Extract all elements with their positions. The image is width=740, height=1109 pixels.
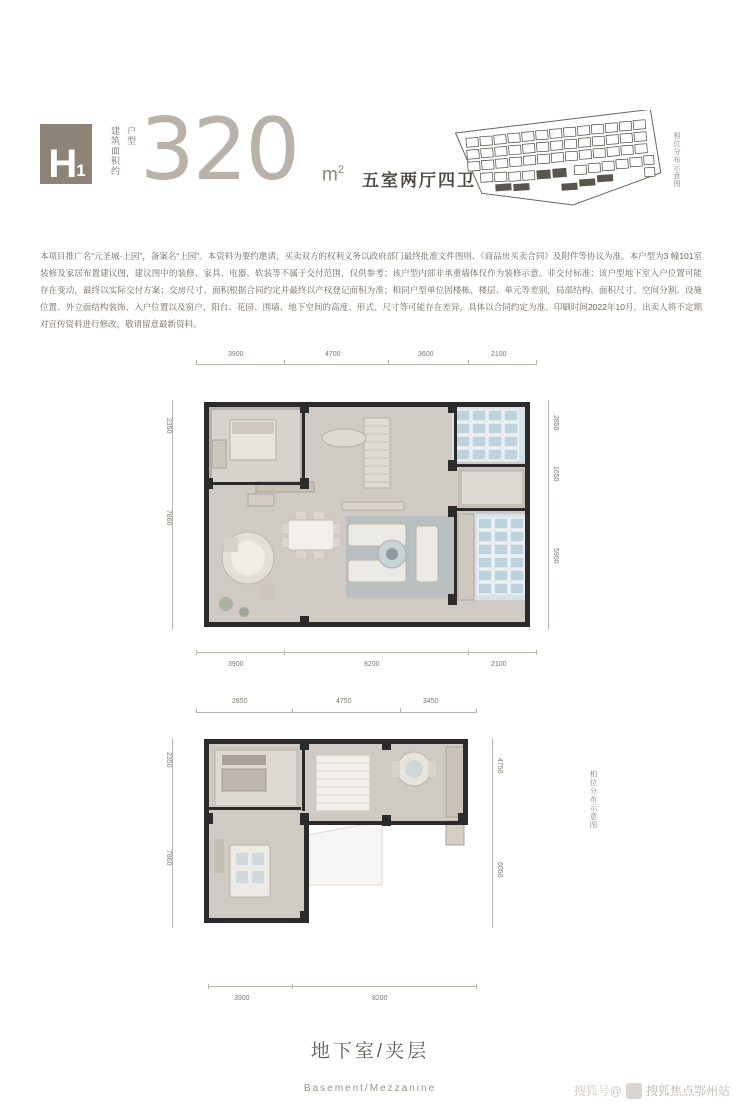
plan2-dim-bottom-0: 3900	[234, 995, 250, 1002]
plan2-dim-bottom-1: 8200	[372, 995, 388, 1002]
area-label: 建筑面积约	[110, 126, 120, 176]
unit-badge-letter: H	[48, 142, 77, 186]
site-plan-note: 相位分布示意图	[673, 132, 680, 188]
plan2-dim-top-2: 3450	[423, 698, 439, 705]
unit-badge-box	[40, 124, 92, 184]
area-unit	[322, 164, 344, 186]
area-number: 320	[140, 100, 299, 200]
plan2-dim-top-1: 4750	[336, 698, 352, 705]
site-plan-diagram	[450, 110, 665, 220]
plan1-dim-bottom-0: 3900	[228, 661, 244, 668]
plan1-dim-right-1: 1650	[552, 466, 559, 482]
plan1-dim-left-0: 2350	[165, 418, 172, 434]
plan1-dim-top-1: 4700	[325, 351, 341, 358]
watermark-text-2: 搜狐焦点鄂州站	[645, 1084, 730, 1098]
unit-badge-number: 1	[76, 161, 86, 180]
floorplan-basement	[196, 398, 536, 630]
unit-type-label: 户型	[126, 126, 136, 146]
plan1-dim-bottom-2: 2100	[491, 661, 507, 668]
floorplan-mezzanine	[196, 735, 476, 927]
plan1-dim-right-0: 2850	[552, 415, 559, 431]
plan1-dim-top-2: 3600	[418, 351, 434, 358]
footer-subtitle: Basement/Mezzanine	[303, 1083, 437, 1094]
footer-title: 地下室/夹层	[310, 1041, 430, 1062]
watermark-logo-icon	[626, 1083, 642, 1099]
room-config: 五室两厅四卫	[362, 171, 476, 190]
disclaimer-text: 本项目推广名“元圣城·上园”，备案名“上园”。本资料为要约邀请，买卖双方的权利义务以政府部门最终批准文件图则、《商品房买卖合同》及附件等协议为准。本户型为3 幢101室装修及家居布置建议图，建议图中的装修、家具、电器、软装等不属于交付范围，仅供参考；该户型内部非承重墙体仅作为装修示意。非交付标准；该户型地下室入户位置可能存在变动，最终以实际交付方案；交房尺寸、面积根据合同约定并最终以产权登记面积为准；相同户型单位因楼栋、楼层、单元等差别，局部结构、面积尺寸、空间分割、设施位置、外立面结构装饰、入户位置以及窗户、阳台、花园、围墙、地下空间的高度、形式、尺寸等可能存在差异，具体以合同约定为准。印刷时间2022年10月，出卖人将不定期对宣传资料进行修改，敬请留意最新资料。	[40, 251, 702, 329]
plan2-dim-right-0: 4750	[496, 758, 503, 774]
plan2-dim-right-1: 6050	[496, 862, 503, 878]
plan2-dim-left-1: 7860	[165, 850, 172, 866]
plan1-dim-bottom-1: 8200	[364, 661, 380, 668]
plan1-dim-top-0: 3900	[228, 351, 244, 358]
plan2-orientation-note: 相位分布示意图	[589, 770, 598, 830]
area-unit-sup: 2	[337, 164, 344, 176]
plan1-dim-top-3: 2100	[491, 351, 507, 358]
watermark-text-1: 搜狐号@	[573, 1084, 622, 1098]
watermark	[574, 1082, 730, 1099]
area-unit-text: m	[322, 164, 338, 186]
plan2-dim-top-0: 2850	[232, 698, 248, 705]
plan1-dim-right-2: 5900	[552, 548, 559, 564]
plan2-dim-left-0: 2350	[165, 752, 172, 768]
plan1-dim-left-1: 7860	[165, 510, 172, 526]
